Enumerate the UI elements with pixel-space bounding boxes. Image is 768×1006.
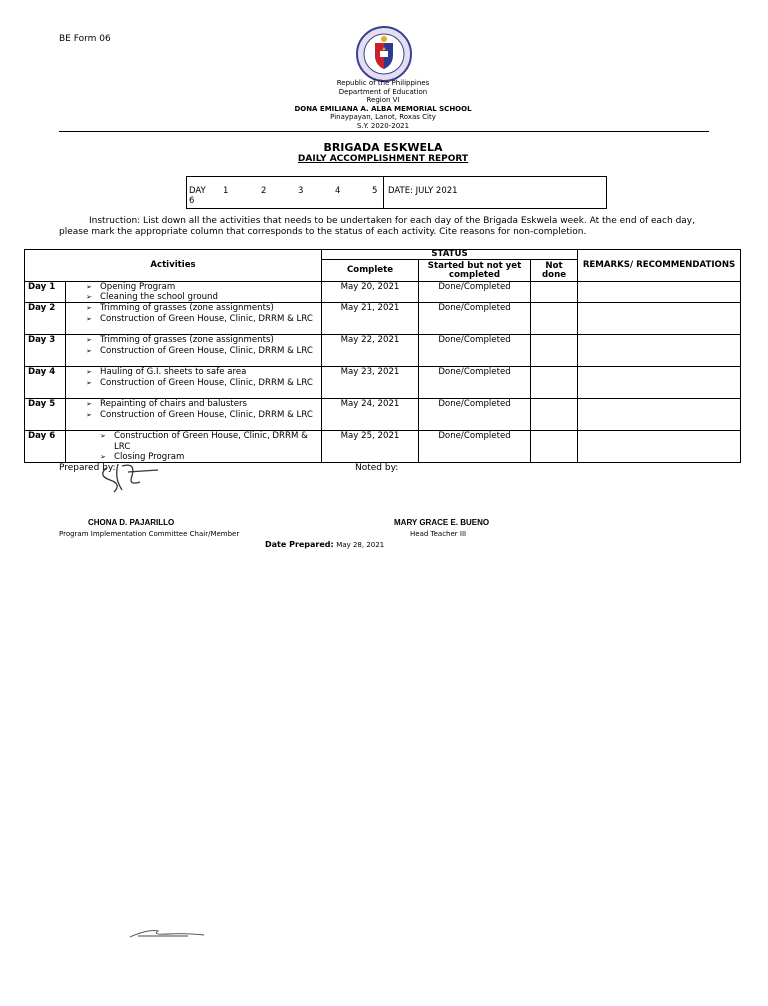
day-cell: Day 1 bbox=[25, 282, 66, 303]
remarks-cell bbox=[578, 431, 741, 463]
school-name: DONA EMILIANA A. ALBA MEMORIAL SCHOOL bbox=[294, 104, 472, 113]
activities-table bbox=[24, 249, 741, 463]
day-number: 2 bbox=[261, 186, 267, 196]
started-cell: Done/Completed bbox=[419, 282, 531, 303]
activity-item: ➢ Trimming of grasses (zone assignments) bbox=[86, 335, 319, 345]
signature-mark bbox=[128, 925, 208, 941]
activity-item: ➢ Construction of Green House, Clinic, DRRM & LRC bbox=[86, 314, 319, 324]
deped-seal-logo bbox=[355, 25, 413, 83]
remarks-cell bbox=[578, 367, 741, 399]
date-prepared bbox=[265, 540, 384, 549]
day-number: 1 bbox=[223, 186, 229, 196]
table-row bbox=[25, 303, 741, 335]
day-cell: Day 5 bbox=[25, 399, 66, 431]
activity-item: ➢ Cleaning the school ground bbox=[86, 292, 319, 302]
not-done-cell bbox=[531, 303, 578, 335]
prepared-by-label: Prepared by: bbox=[59, 463, 116, 473]
header-line: Republic of the Philippines bbox=[336, 79, 430, 87]
day-cell: Day 3 bbox=[25, 335, 66, 367]
day-number: 4 bbox=[335, 186, 341, 196]
not-done-cell bbox=[531, 335, 578, 367]
activities-cell bbox=[66, 399, 322, 431]
signature-image bbox=[88, 456, 178, 496]
header-line: Department of Education bbox=[338, 87, 428, 96]
started-cell: Done/Completed bbox=[419, 431, 531, 463]
activity-item: ➢ Closing Program bbox=[100, 452, 319, 462]
date-prepared-label: Date Prepared: bbox=[265, 540, 334, 549]
complete-cell: May 20, 2021 bbox=[322, 282, 419, 303]
report-subtitle: DAILY ACCOMPLISHMENT REPORT bbox=[297, 154, 469, 164]
day-label: DAY bbox=[189, 186, 206, 196]
table-row bbox=[25, 399, 741, 431]
not-done-cell bbox=[531, 431, 578, 463]
complete-cell: May 25, 2021 bbox=[322, 431, 419, 463]
not-done-cell bbox=[531, 367, 578, 399]
activity-item: ➢ Construction of Green House, Clinic, DRRM & LRC bbox=[86, 346, 319, 356]
activity-item: ➢ Repainting of chairs and balusters bbox=[86, 399, 319, 409]
remarks-cell bbox=[578, 399, 741, 431]
activities-cell bbox=[66, 335, 322, 367]
remarks-cell bbox=[578, 303, 741, 335]
not-done-cell bbox=[531, 282, 578, 303]
activity-item: ➢ Opening Program bbox=[86, 282, 319, 292]
table-row bbox=[25, 367, 741, 399]
complete-cell: May 22, 2021 bbox=[322, 335, 419, 367]
remarks-cell bbox=[578, 335, 741, 367]
activities-cell bbox=[66, 282, 322, 303]
activity-item: ➢ Construction of Green House, Clinic, DRRM & LRC bbox=[100, 431, 319, 451]
day-number: 3 bbox=[298, 186, 304, 196]
activity-item: ➢ Hauling of G.I. sheets to safe area bbox=[86, 367, 319, 377]
complete-header: Complete bbox=[322, 260, 419, 282]
activity-item: ➢ Trimming of grasses (zone assignments) bbox=[86, 303, 319, 313]
activities-cell bbox=[66, 303, 322, 335]
noter-role: Head Teacher III bbox=[410, 530, 467, 538]
complete-cell: May 24, 2021 bbox=[322, 399, 419, 431]
instruction-text: Instruction: List down all the activities that needs to be undertaken for each day of the Brigada Eskwela week. At the end of each day, please mark the appropriate column that corresponds to the status of each activity. Cite reasons for non-completion. bbox=[59, 216, 695, 237]
activity-item: ➢ Construction of Green House, Clinic, DRRM & LRC bbox=[86, 378, 319, 388]
table-row bbox=[25, 282, 741, 303]
status-header: STATUS bbox=[322, 250, 578, 260]
header-rule bbox=[59, 131, 709, 132]
header-block bbox=[230, 79, 536, 131]
day-box-divider bbox=[383, 177, 384, 208]
header-line: Region VI bbox=[366, 96, 400, 105]
remarks-cell bbox=[578, 282, 741, 303]
activities-header: Activities bbox=[25, 250, 322, 282]
day-date-box bbox=[186, 176, 607, 209]
day-cell: Day 6 bbox=[25, 431, 66, 463]
activities-cell bbox=[66, 367, 322, 399]
date-label: DATE: JULY 2021 bbox=[388, 186, 458, 196]
started-cell: Done/Completed bbox=[419, 367, 531, 399]
preparer-name: CHONA D. PAJARILLO bbox=[88, 518, 175, 527]
started-cell: Done/Completed bbox=[419, 335, 531, 367]
not-done-cell bbox=[531, 399, 578, 431]
noted-by-label: Noted by: bbox=[355, 463, 399, 473]
started-cell: Done/Completed bbox=[419, 303, 531, 335]
noter-name: MARY GRACE E. BUENO bbox=[394, 518, 490, 527]
started-cell: Done/Completed bbox=[419, 399, 531, 431]
complete-cell: May 23, 2021 bbox=[322, 367, 419, 399]
preparer-role: Program Implementation Committee Chair/Member bbox=[59, 530, 240, 538]
table-row bbox=[25, 335, 741, 367]
started-header: Started but not yet completed bbox=[419, 260, 531, 282]
school-year: S.Y. 2020-2021 bbox=[356, 121, 410, 130]
school-address: Pinaypayan, Lanot, Roxas City bbox=[330, 113, 436, 122]
day-cell: Day 4 bbox=[25, 367, 66, 399]
day-number: 6 bbox=[189, 196, 195, 206]
day-number: 5 bbox=[372, 186, 378, 196]
remarks-header: REMARKS/ RECOMMENDATIONS bbox=[578, 250, 741, 282]
complete-cell: May 21, 2021 bbox=[322, 303, 419, 335]
day-cell: Day 2 bbox=[25, 303, 66, 335]
date-prepared-value: May 28, 2021 bbox=[336, 541, 385, 549]
report-title: BRIGADA ESKWELA bbox=[323, 141, 443, 154]
not-done-header: Not done bbox=[531, 260, 578, 282]
activity-item: ➢ Construction of Green House, Clinic, DRRM & LRC bbox=[86, 410, 319, 420]
form-number: BE Form 06 bbox=[59, 34, 111, 44]
